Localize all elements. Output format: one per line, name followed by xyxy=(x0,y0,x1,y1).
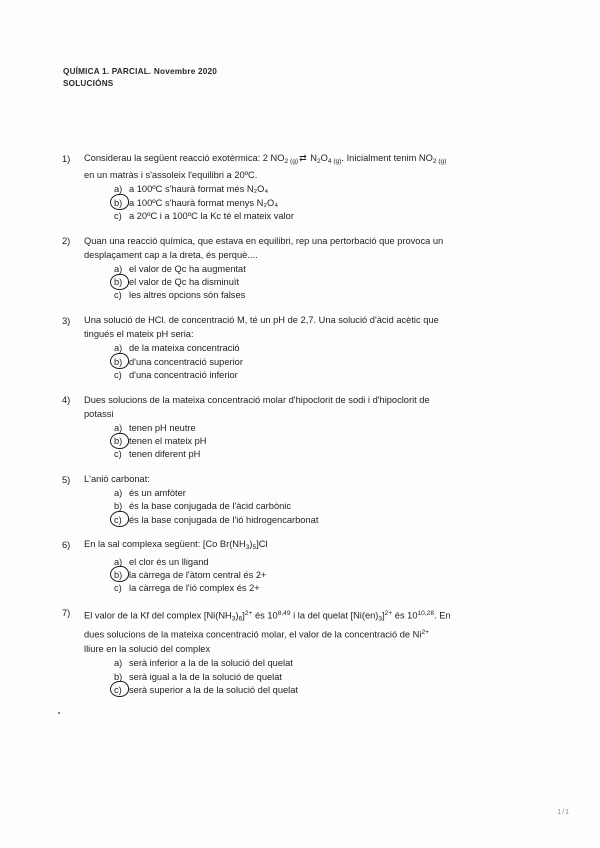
options-list xyxy=(84,487,534,527)
question-body xyxy=(84,235,534,303)
question-text-part: En la sal complexa següent: [Co Br(NH xyxy=(84,539,246,550)
question-text-line: potassi xyxy=(84,408,114,419)
option-text: a 100ºC s'haurà format més N₂O₄ xyxy=(129,184,269,195)
option-b[interactable] xyxy=(114,356,534,369)
header-title: QUÍMICA 1. PARCIAL. Novembre 2020 xyxy=(63,67,218,76)
question-item xyxy=(62,314,534,382)
question-text-part: dues solucions de la mateixa concentració molar, el valor de la concentració de Ni xyxy=(84,629,422,640)
superscript: 2+ xyxy=(421,629,429,637)
question-text-line: lliure en la solució del complex xyxy=(84,644,211,655)
option-text: de la mateixa concentració xyxy=(129,343,240,354)
question-number: 3) xyxy=(62,315,71,326)
option-text: tenen pH neutre xyxy=(129,422,196,433)
option-label: c) xyxy=(114,210,122,221)
question-text-line: L'anió carbonat: xyxy=(84,474,150,485)
question-text-part: N xyxy=(307,153,317,163)
subscript: 2 xyxy=(316,158,321,165)
option-c[interactable] xyxy=(114,514,534,527)
options-list xyxy=(84,556,534,596)
question-body xyxy=(84,152,534,223)
option-a[interactable] xyxy=(114,422,534,435)
option-b[interactable] xyxy=(114,276,534,289)
equilibrium-arrow: ⇄ xyxy=(299,153,307,163)
question-number: 6) xyxy=(62,539,71,550)
option-a[interactable] xyxy=(114,263,534,276)
question-text xyxy=(84,538,534,554)
question-number: 2) xyxy=(62,236,71,247)
question-text-part: Considerau la següent reacció exotèrmica: 2 NO xyxy=(84,153,285,163)
question-item xyxy=(62,473,534,527)
option-text: la càrrega de l'ió complex és 2+ xyxy=(129,582,260,593)
question-text-part: ] xyxy=(382,610,385,621)
question-item xyxy=(62,152,534,223)
question-text-part: ) xyxy=(235,610,239,621)
option-text: tenen diferent pH xyxy=(129,449,201,460)
option-text: és la base conjugada de l'ió hidrogencarbonat xyxy=(129,514,319,525)
question-body xyxy=(84,607,534,697)
question-text-line: desplaçament cap a la dreta, és perquè.... xyxy=(84,249,258,260)
option-text: a 20ºC i a 100ºC la Kc té el mateix valor xyxy=(129,210,294,221)
question-number: 4) xyxy=(62,395,71,406)
option-label: c) xyxy=(114,290,122,301)
option-label: c) xyxy=(114,684,122,697)
question-text-part: . Inicialment tenim NO xyxy=(341,153,433,163)
option-a[interactable] xyxy=(114,342,534,355)
option-label: b) xyxy=(114,435,122,448)
option-label: b) xyxy=(114,197,122,210)
options-list xyxy=(84,183,534,223)
options-list xyxy=(84,263,534,303)
question-text-part: és 10 xyxy=(392,610,418,621)
subscript: 2 (g) xyxy=(432,158,447,165)
option-text: és la base conjugada de l'àcid carbònic xyxy=(129,501,291,512)
superscript: 8,49 xyxy=(277,609,291,617)
option-label: b) xyxy=(114,569,122,582)
question-item xyxy=(62,235,534,303)
superscript: 10,28 xyxy=(417,609,435,617)
question-item xyxy=(62,607,534,697)
option-text: és un amfòter xyxy=(129,488,186,499)
question-item xyxy=(62,538,534,595)
option-text: serà superior a la de la solució del quelat xyxy=(129,684,298,695)
options-list xyxy=(84,657,534,697)
option-a[interactable] xyxy=(114,487,534,500)
question-text xyxy=(84,152,534,168)
option-text: d'una concentració superior xyxy=(129,356,243,367)
option-text: a 100ºC s'haurà format menys N₂O₄ xyxy=(129,197,278,208)
question-number: 1) xyxy=(62,153,71,164)
question-text-part: ] xyxy=(242,610,245,621)
option-a[interactable] xyxy=(114,556,534,569)
option-c[interactable] xyxy=(114,582,534,595)
question-number: 7) xyxy=(62,608,71,619)
option-c[interactable] xyxy=(114,684,534,697)
question-item xyxy=(62,394,534,462)
option-label: a) xyxy=(114,556,123,567)
option-text: la càrrega de l'àtom central és 2+ xyxy=(129,569,267,580)
option-text: tenen el mateix pH xyxy=(129,436,207,447)
option-b[interactable] xyxy=(114,197,534,210)
option-text: d'una concentració inferior xyxy=(129,369,238,380)
option-a[interactable] xyxy=(114,657,534,670)
option-label: c) xyxy=(114,514,122,527)
option-c[interactable] xyxy=(114,369,534,382)
options-list xyxy=(84,422,534,462)
option-label: a) xyxy=(114,658,123,669)
question-text-part: El valor de la Kf del complex [Ni(NH xyxy=(84,610,232,621)
question-text xyxy=(84,626,534,642)
scan-artifact-dot xyxy=(58,712,60,714)
question-text-part: ) xyxy=(249,539,253,550)
option-label: a) xyxy=(114,422,123,433)
superscript: 2+ xyxy=(244,609,253,617)
option-c[interactable] xyxy=(114,210,534,223)
option-c[interactable] xyxy=(114,448,534,461)
subscript: 2 (g) xyxy=(284,158,299,165)
option-text: el valor de Qc ha augmentat xyxy=(129,263,246,274)
option-label: a) xyxy=(114,263,123,274)
question-body xyxy=(84,394,534,462)
options-list xyxy=(84,342,534,382)
option-label: a) xyxy=(114,343,123,354)
option-label: a) xyxy=(114,184,123,195)
document-header xyxy=(63,66,217,90)
subscript: 3 xyxy=(378,615,383,623)
question-text-part: i la del quelat [Ni(en) xyxy=(290,610,379,621)
option-label: a) xyxy=(114,488,123,499)
option-b[interactable] xyxy=(114,671,534,684)
superscript: 2+ xyxy=(384,609,393,617)
option-label: c) xyxy=(114,449,122,460)
option-b[interactable] xyxy=(114,569,534,582)
question-text-part: . En xyxy=(434,610,451,621)
question-text-line: en un matràs i s'assoleix l'equilibri a 20ºC. xyxy=(84,170,258,181)
question-body xyxy=(84,314,534,382)
question-text-line: tingués el mateix pH seria: xyxy=(84,329,194,340)
subscript: 6 xyxy=(238,615,243,623)
option-text: les altres opcions són falses xyxy=(129,290,246,301)
option-b[interactable] xyxy=(114,435,534,448)
option-label: c) xyxy=(114,582,122,593)
question-text-part: O xyxy=(320,153,328,163)
option-text: el clor és un lligand xyxy=(129,556,209,567)
header-subtitle: SOLUCIÓNS xyxy=(63,78,114,88)
question-number: 5) xyxy=(62,474,71,485)
question-text-line: Quan una reacció química, que estava en equilibri, rep una pertorbació que provoca un xyxy=(84,235,444,246)
question-body xyxy=(84,538,534,595)
questions-list xyxy=(62,152,534,708)
option-a[interactable] xyxy=(114,183,534,196)
question-body xyxy=(84,473,534,527)
option-label: c) xyxy=(114,369,122,380)
option-b[interactable] xyxy=(114,500,534,513)
subscript: 3 xyxy=(245,544,250,552)
question-text-line: Una solució de HCl. de concentració M, té un pH de 2,7. Una solució d'àcid acètic que xyxy=(84,315,439,326)
question-text xyxy=(84,607,534,626)
subscript: 5 xyxy=(252,544,257,552)
subscript: 4 (g) xyxy=(327,158,342,165)
option-text: serà igual a la de la solució de quelat xyxy=(129,671,282,682)
question-text-part: ]Cl xyxy=(256,539,268,550)
option-c[interactable] xyxy=(114,289,534,302)
option-label: b) xyxy=(114,501,123,512)
option-label: b) xyxy=(114,356,122,369)
option-text: el valor de Qc ha disminuït xyxy=(129,277,240,288)
option-label: b) xyxy=(114,671,123,682)
question-text-part: és 10 xyxy=(252,610,278,621)
subscript: 3 xyxy=(231,615,236,623)
option-text: serà inferior a la de la solució del quelat xyxy=(129,658,293,669)
question-text-line: Dues solucions de la mateixa concentració molar d'hipoclorit de sodi i d'hipoclorit de xyxy=(84,394,430,405)
page-number: 1/1 xyxy=(557,809,570,816)
option-label: b) xyxy=(114,276,122,289)
